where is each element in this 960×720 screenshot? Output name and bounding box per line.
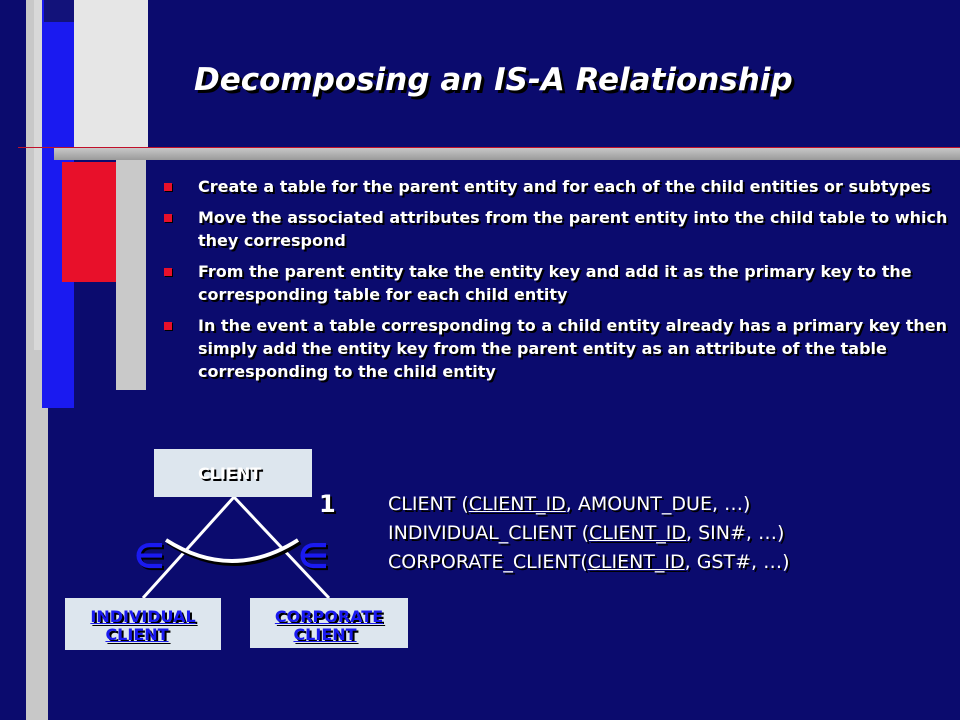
parent-entity-label: CLIENT	[198, 464, 262, 483]
schema-line	[388, 548, 790, 577]
child-entity-label: CLIENT	[293, 625, 357, 644]
slide-title: Decomposing an IS-A Relationship	[194, 62, 793, 98]
schema-separator: (	[455, 493, 469, 515]
bullet-text: Move the associated attributes from the parent entity into the child table to which they correspond	[198, 208, 948, 250]
relational-schema	[388, 490, 790, 577]
child-entity-label: CORPORATE	[274, 607, 384, 626]
bullet-text: In the event a table corresponding to a child entity already has a primary key then simply add the entity key from the parent entity as an attribute of the table corresponding to the child entity	[198, 316, 948, 381]
primary-key: CLIENT_ID	[587, 551, 685, 573]
child-entity-box	[250, 598, 408, 648]
schema-attributes: , SIN#, …)	[686, 522, 785, 544]
table-name: CORPORATE_CLIENT	[388, 551, 581, 573]
table-name: CLIENT	[388, 493, 456, 515]
child-entity-label: INDIVIDUAL	[90, 607, 196, 626]
parent-entity-box	[154, 449, 312, 497]
membership-icon: ∈	[134, 537, 165, 577]
bullet-text: Create a table for the parent entity and for each of the child entities or subtypes	[198, 177, 931, 196]
table-name: INDIVIDUAL_CLIENT	[388, 522, 576, 544]
primary-key: CLIENT_ID	[589, 522, 687, 544]
schema-separator: (	[575, 522, 590, 544]
primary-key: CLIENT_ID	[468, 493, 566, 515]
child-entity-label: CLIENT	[105, 625, 169, 644]
child-entity-box	[65, 598, 221, 650]
membership-icon: ∈	[298, 537, 329, 577]
schema-line	[388, 490, 790, 519]
schema-attributes: , AMOUNT_DUE, …)	[565, 493, 751, 515]
schema-line	[388, 519, 790, 548]
schema-separator: (	[580, 551, 588, 573]
schema-attributes: , GST#, …)	[684, 551, 790, 573]
cardinality-label: 1	[319, 490, 336, 518]
bullet-text: From the parent entity take the entity key and add it as the primary key to the corresponding table for each child entity	[198, 262, 912, 304]
